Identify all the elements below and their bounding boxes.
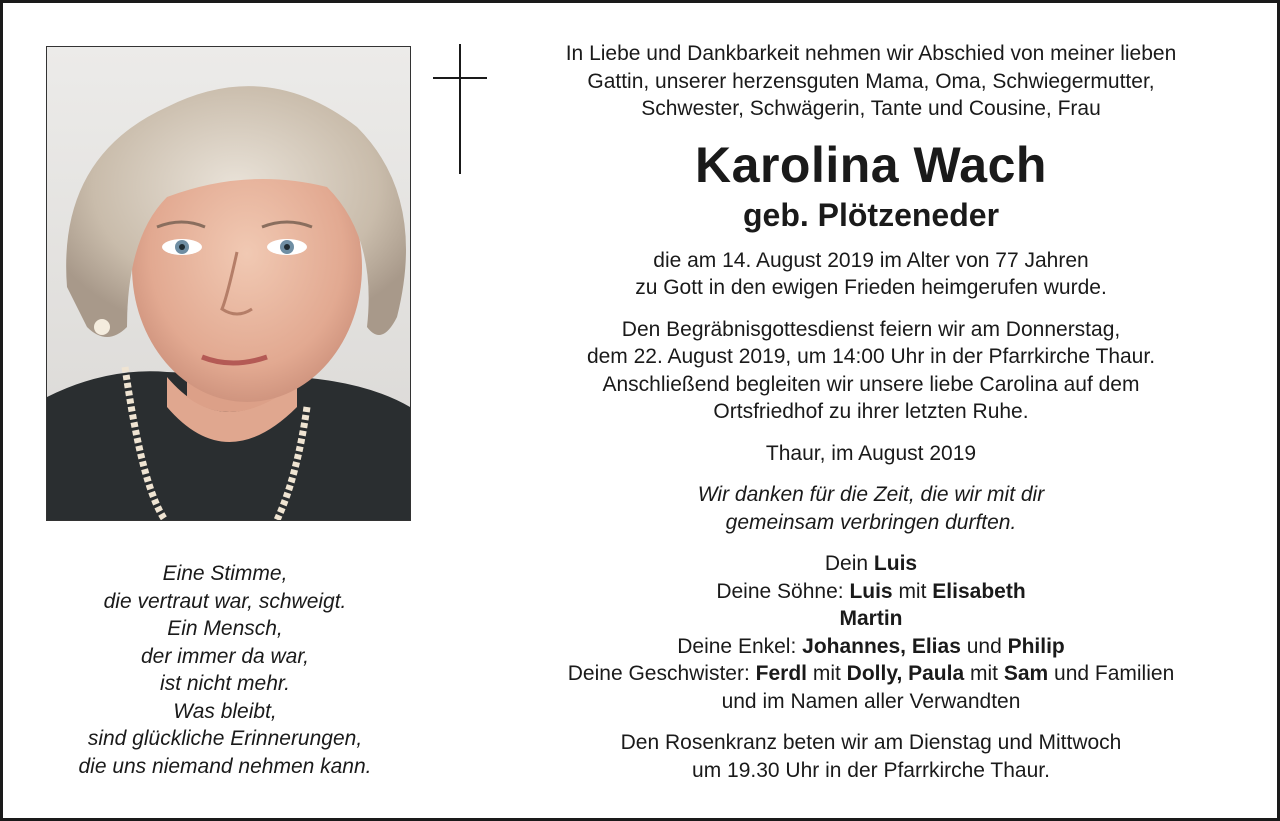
thanks-line: Wir danken für die Zeit, die wir mit dir [697, 483, 1045, 506]
memorial-poem [40, 560, 410, 780]
intro-line: Gattin, unserer herzensguten Mama, Oma, Schwiegermutter, [587, 69, 1155, 93]
mourner-husband: Dein Luis [824, 552, 918, 575]
place-date: Thaur, im August 2019 [765, 441, 977, 465]
maiden-name: geb. Plötzeneder [742, 196, 1000, 233]
poem-line: sind glückliche Erinnerungen, [87, 727, 363, 750]
mourner-sons: Deine Söhne: Luis mit Elisabeth [716, 579, 1026, 603]
rosary-line: Den Rosenkranz beten wir am Dienstag und Mittwoch [620, 731, 1122, 754]
deceased-name: Karolina Wach [695, 136, 1047, 193]
poem-line: der immer da war, [140, 644, 310, 668]
funeral-line: dem 22. August 2019, um 14:00 Uhr in der Pfarrkirche Thaur. [586, 345, 1156, 368]
thanks-line: gemeinsam verbringen durften. [725, 510, 1017, 534]
portrait-photo [46, 46, 411, 521]
death-info-line: die am 14. August 2019 im Alter von 77 Jahren [653, 248, 1089, 272]
mourner-siblings: Deine Geschwister: Ferdl mit Dolly, Paula mit Sam und Familien [567, 662, 1175, 685]
funeral-line: Den Begräbnisgottesdienst feiern wir am Donnerstag, [621, 317, 1121, 341]
poem-line: Eine Stimme, [162, 562, 288, 585]
cross-icon [430, 44, 490, 174]
poem-line: die uns niemand nehmen kann. [78, 754, 372, 778]
obituary-text [500, 40, 1242, 784]
funeral-line: Anschließend begleiten wir unsere liebe Carolina auf dem [602, 372, 1140, 396]
intro-line: In Liebe und Dankbarkeit nehmen wir Abschied von meiner lieben [565, 42, 1177, 65]
intro-line: Schwester, Schwägerin, Tante und Cousine, Frau [641, 97, 1101, 120]
portrait-image [47, 47, 410, 520]
rosary-line: um 19.30 Uhr in der Pfarrkirche Thaur. [692, 758, 1050, 782]
mourner-relatives: und im Namen aller Verwandten [721, 689, 1021, 713]
poem-line: Ein Mensch, [167, 617, 283, 640]
mourner-grandchildren: Deine Enkel: Johannes, Elias und Philip [677, 634, 1065, 658]
funeral-line: Ortsfriedhof zu ihrer letzten Ruhe. [713, 400, 1029, 423]
poem-line: Was bleibt, [173, 699, 277, 723]
poem-line: die vertraut war, schweigt. [103, 589, 347, 613]
death-info-line: zu Gott in den ewigen Frieden heimgerufen wurde. [635, 276, 1107, 299]
poem-line: ist nicht mehr. [160, 672, 290, 695]
mourner-son-2: Martin [839, 607, 903, 630]
